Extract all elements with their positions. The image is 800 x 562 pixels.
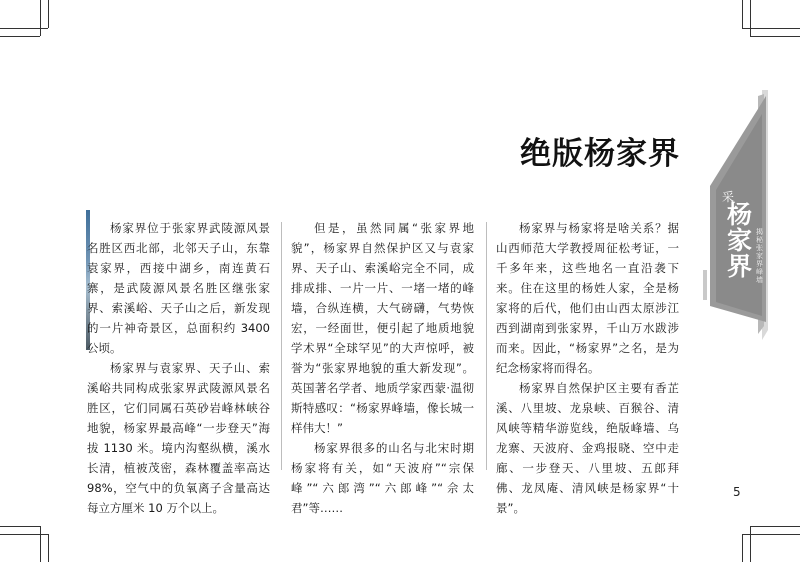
crop-mark-bottom-left-inner	[48, 534, 49, 562]
crop-mark-bottom-left-horizontal	[0, 526, 40, 527]
crop-mark-top-left-inner	[48, 0, 49, 28]
crop-mark-bottom-right-horizontal	[750, 526, 800, 527]
crop-mark-top-right-inner	[742, 0, 743, 28]
paragraph: 杨家界很多的山名与北宋时期杨家将有关，如“天波府”“宗保峰”“六郎湾”“六郎峰”“佘太君”等……	[291, 441, 474, 515]
paragraph: 但是，虽然同属“张家界地貌”，杨家界自然保护区又与袁家界、天子山、索溪峪完全不同，成排成排、一片一片、一堵一堵的峰墙，合纵连横，大气磅礴，气势恢宏，一经面世，便引起了地质地貌学术界“全球罕见”的大声惊呼，被誉为“张家界地貌的重大新发现”。英国著名学者、地质学家西蒙·温彻斯特感叹：“杨家界峰墙，像长城一样伟大！”	[291, 221, 474, 435]
column-divider	[486, 222, 487, 470]
paragraph: 杨家界位于张家界武陵源风景名胜区西北部，北邻天子山，东靠袁家界，西接中湖乡，南连黄石寨，是武陵源风景名胜区继张家界、索溪峪、天子山之后，新发现的一片神奇景区，总面积约 3400 公顷。	[87, 221, 270, 355]
side-tab-small-char: 采	[722, 190, 735, 204]
crop-mark-top-right-horizontal	[750, 36, 800, 37]
crop-mark-top-left-horizontal	[0, 36, 40, 37]
page-number: 5	[733, 485, 741, 499]
crop-mark-top-left-vertical	[40, 0, 41, 36]
crop-mark-top-right-vertical	[750, 0, 751, 36]
paragraph: 杨家界自然保护区主要有香芷溪、八里坡、龙泉峡、百猴谷、清风峡等精华游览线，绝版峰墙、乌龙寨、天波府、金鸡报晓、空中走廊、一步登天、八里坡、五郎拜佛、龙凤庵、清风峡是杨家界“十景”。	[496, 381, 679, 515]
crop-mark-bottom-right-inner-h	[742, 534, 800, 535]
article-body	[87, 218, 691, 515]
side-tab-big-chars: 杨家界	[727, 200, 753, 281]
paragraph: 杨家界与袁家界、天子山、索溪峪共同构成张家界武陵源风景名胜区，它们同属石英砂岩峰林峡谷地貌，杨家界最高峰“一步登天”海拔 1130 米。境内沟壑纵横，溪水长清，植被茂密，森林覆盖率高达 98%，空气中的负氧离子含量高达每立方厘米 10 万个以上。	[87, 361, 270, 515]
crop-mark-bottom-right-inner	[742, 534, 743, 562]
column-divider	[281, 222, 282, 470]
paragraph: 杨家界与杨家将是啥关系？据山西师范大学教授周征松考证，一千多年来，这些地名一直沿袭下来。住在这里的杨姓人家，全是杨家将的后代，他们由山西太原涉江西到湖南到张家界，千山万水跋涉而来。因此，“杨家界”之名，是为纪念杨家将而得名。	[496, 221, 679, 375]
text-column-2	[291, 218, 474, 518]
side-tab-subtitle: 揭秘张家界峰墙	[756, 228, 763, 284]
text-column-1	[87, 218, 270, 518]
text-column-3	[496, 218, 679, 518]
side-section-tab	[700, 90, 770, 350]
crop-mark-bottom-left-inner-h	[0, 534, 48, 535]
page-title: 绝版杨家界	[520, 136, 680, 172]
crop-mark-top-left-inner-h	[0, 28, 48, 29]
crop-mark-bottom-left-vertical	[40, 526, 41, 562]
crop-mark-top-right-inner-h	[742, 28, 800, 29]
crop-mark-bottom-right-vertical	[750, 526, 751, 562]
